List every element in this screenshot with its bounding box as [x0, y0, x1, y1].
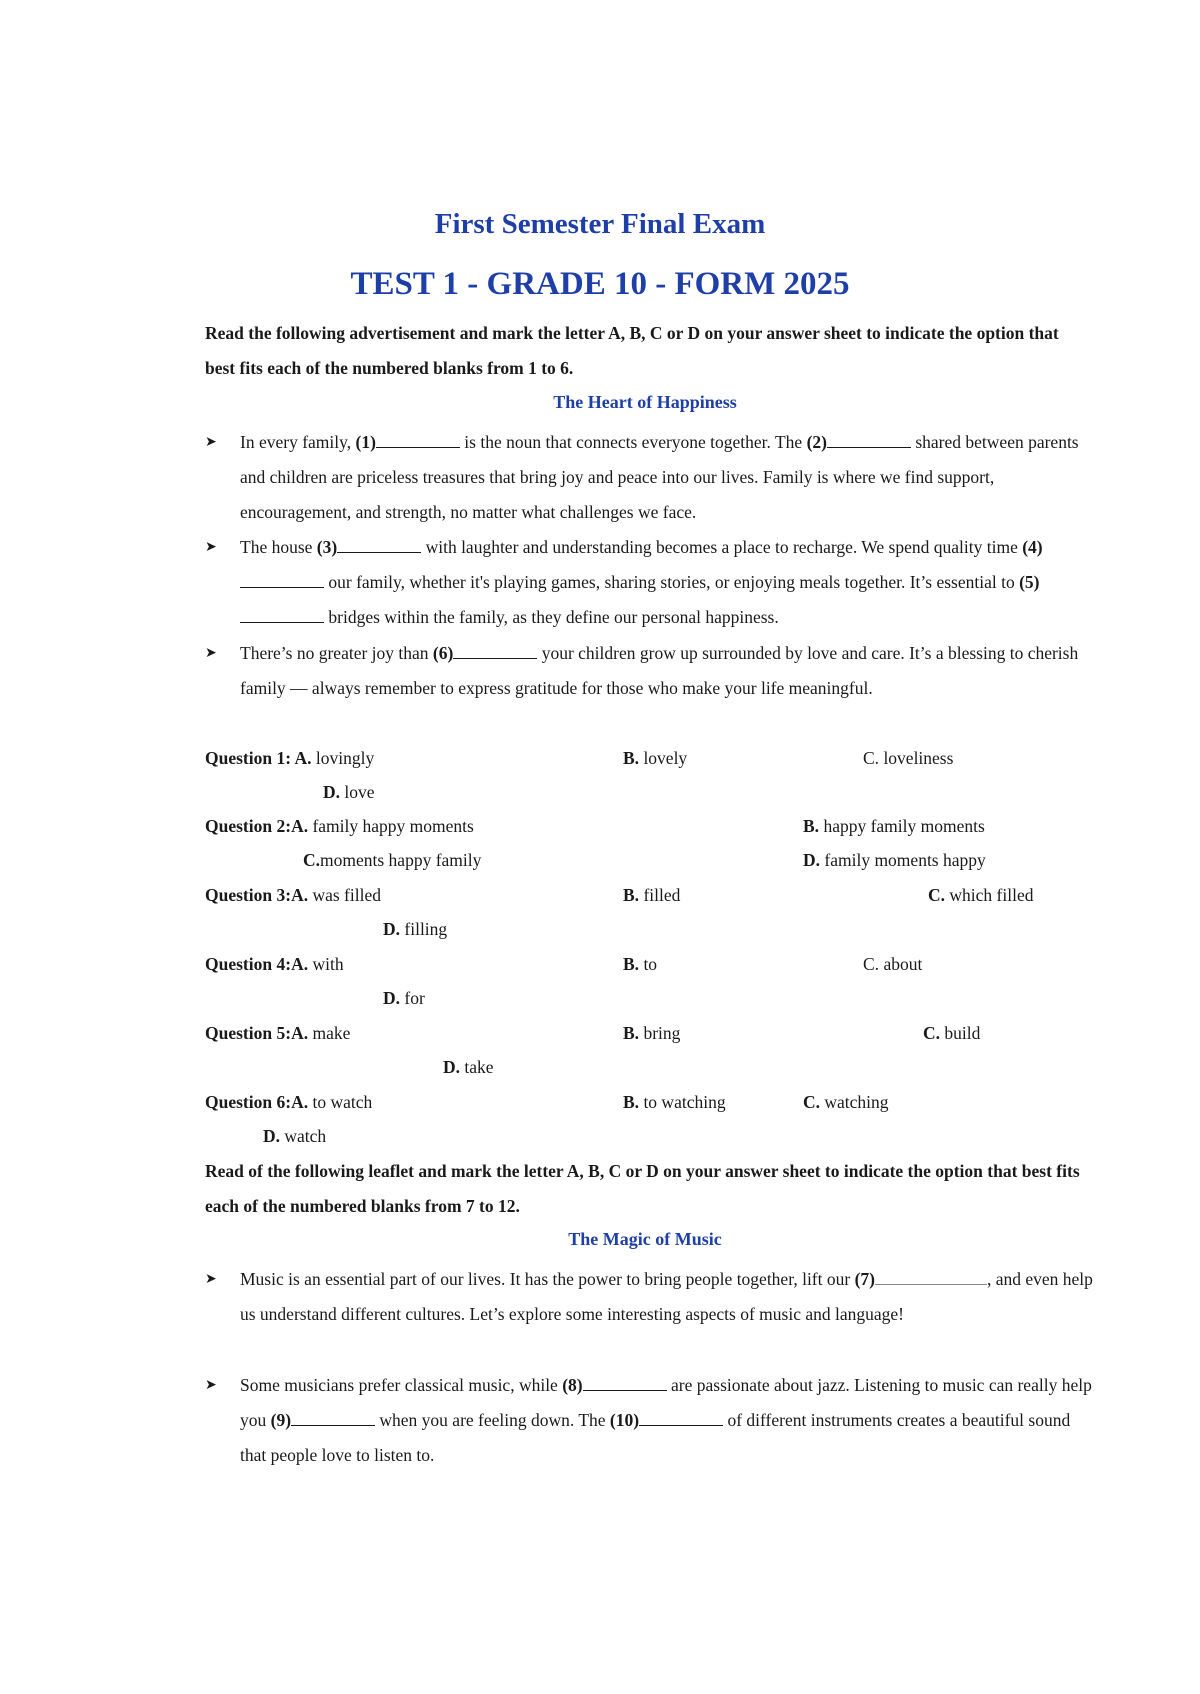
question-3: Question 3:A. was filled	[205, 885, 381, 905]
answer-blank	[583, 1376, 667, 1391]
answer-blank	[240, 608, 324, 623]
s2-paragraph-1: ➤ Music is an essential part of our lives. It has the power to bring people together, lift our (7) , and even help us understand different cultures. Let’s explore some interesting aspects of music and language!	[205, 1262, 1100, 1332]
q6-option-c: C. watching	[803, 1092, 889, 1112]
answer-blank	[376, 433, 460, 448]
blank-number: (4)	[1022, 537, 1043, 557]
s2-paragraph-2: ➤ Some musicians prefer classical music, while (8) are passionate about jazz. Listening to music can really help you (9) when you are feeling down. The (10) of different instruments creates a beautiful sound that people love to listen to.	[205, 1368, 1100, 1473]
blank-number: (3)	[316, 537, 338, 557]
q3-option-c: C. which filled	[928, 885, 1034, 905]
blank-number: (2)	[806, 432, 827, 452]
answer-blank	[240, 573, 324, 588]
blank-number: (10)	[609, 1410, 640, 1430]
q5-option-c: C. build	[923, 1023, 981, 1043]
q4-option-c: C. about	[863, 954, 923, 974]
arrow-bullet-icon: ➤	[205, 1378, 217, 1393]
answer-blank	[875, 1270, 987, 1285]
s1-paragraph-1: ➤ In every family, (1) is the noun that connects everyone together. The (2) shared between parents and children are priceless treasures that bring joy and peace into our lives. Family is where we find support, encouragement, and strength, no matter what challenges we face.	[205, 425, 1100, 530]
arrow-bullet-icon: ➤	[205, 540, 217, 555]
q1-option-c: C. loveliness	[863, 748, 954, 768]
question-4: Question 4:A. with	[205, 954, 344, 974]
blank-number: (8)	[562, 1375, 583, 1395]
q2-option-d: D. family moments happy	[803, 850, 986, 870]
question-1: Question 1: A. lovingly	[205, 748, 375, 768]
answer-blank	[453, 644, 537, 659]
q1-option-d: D. love	[323, 782, 375, 802]
arrow-bullet-icon: ➤	[205, 646, 217, 661]
blank-number: (5)	[1019, 572, 1040, 592]
section2-instruction: Read of the following leaflet and mark the letter A, B, C or D on your answer sheet to indicate the option that best fits each of the numbered blanks from 7 to 12.	[205, 1161, 1080, 1216]
section2-heading: The Magic of Music	[568, 1229, 722, 1249]
question-6: Question 6:A. to watch	[205, 1092, 373, 1112]
arrow-bullet-icon: ➤	[205, 1272, 217, 1287]
q6-option-b: B. to watching	[623, 1092, 726, 1112]
blank-number: (9)	[270, 1410, 292, 1430]
q4-option-d: D. for	[383, 988, 425, 1008]
q2-option-b: B. happy family moments	[803, 816, 985, 836]
q2-option-c: C.moments happy family	[303, 850, 482, 870]
blank-number: (6)	[432, 643, 454, 663]
q5-option-d: D. take	[443, 1057, 494, 1077]
answer-blank	[291, 1411, 375, 1426]
blank-number: (7)	[854, 1269, 875, 1289]
q5-option-b: B. bring	[623, 1023, 681, 1043]
question-5: Question 5:A. make	[205, 1023, 351, 1043]
test-subtitle: TEST 1 - GRADE 10 - FORM 2025	[350, 266, 850, 302]
answer-blank	[337, 538, 421, 553]
section1-instruction: Read the following advertisement and mark the letter A, B, C or D on your answer sheet to indicate the option that best fits each of the numbered blanks from 1 to 6.	[205, 323, 1059, 378]
question-2: Question 2:A. family happy moments	[205, 816, 474, 836]
blank-number: (1)	[355, 432, 376, 452]
q3-option-b: B. filled	[623, 885, 681, 905]
q4-option-b: B. to	[623, 954, 658, 974]
answer-blank	[827, 433, 911, 448]
q1-option-b: B. lovely	[623, 748, 688, 768]
arrow-bullet-icon: ➤	[205, 435, 217, 450]
s1-paragraph-3: ➤ There’s no greater joy than (6) your children grow up surrounded by love and care. It’s a blessing to cherish family — always remember to express gratitude for those who make your life meaningful.	[205, 636, 1100, 706]
answer-blank	[639, 1411, 723, 1426]
exam-title: First Semester Final Exam	[434, 208, 766, 240]
section1-heading: The Heart of Happiness	[553, 392, 737, 412]
s1-paragraph-2: ➤ The house (3) with laughter and understanding becomes a place to recharge. We spend quality time (4) our family, whether it's playing games, sharing stories, or enjoying meals together. It’s essential to (5) bridges within the family, as they define our personal happiness.	[205, 530, 1100, 635]
q6-option-d: D. watch	[263, 1126, 327, 1146]
q3-option-d: D. filling	[383, 919, 448, 939]
